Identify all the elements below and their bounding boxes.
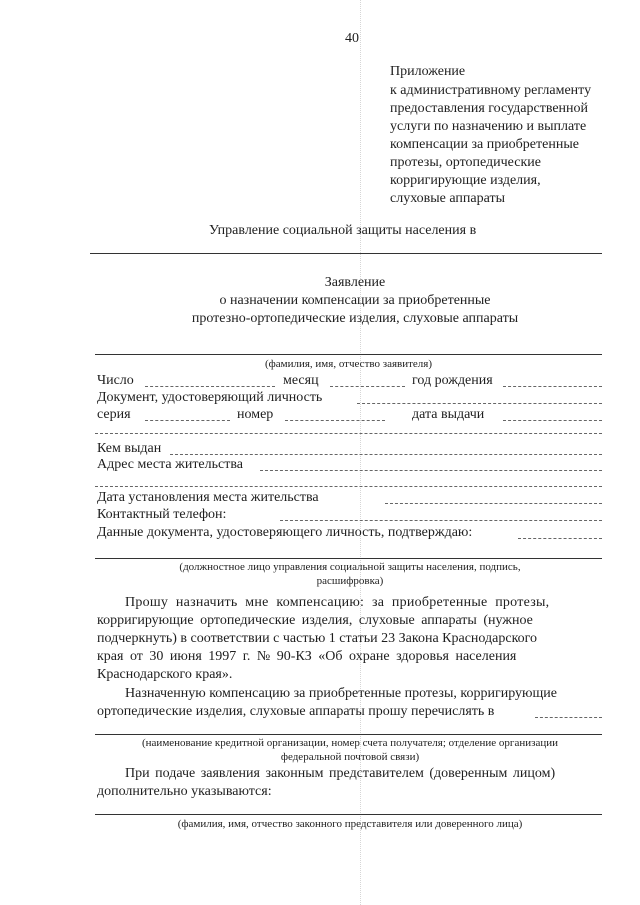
series-field[interactable] bbox=[145, 420, 230, 421]
id-doc-extra-line[interactable] bbox=[95, 433, 602, 434]
bank-field[interactable] bbox=[535, 717, 602, 718]
appendix-line: услуги по назначению и выплате bbox=[390, 119, 587, 134]
bank-details-line[interactable] bbox=[95, 734, 602, 735]
body-line: края от 30 июня 1997 г. № 90-КЗ «Об охране здоровья населения bbox=[97, 649, 517, 664]
id-doc-label: Документ, удостоверяющий личность bbox=[97, 390, 323, 405]
representative-caption: (фамилия, имя, отчество законного представителя или доверенного лица) bbox=[177, 818, 523, 830]
form-title: Заявление bbox=[324, 275, 386, 290]
residence-date-label: Дата установления места жительства bbox=[97, 490, 319, 505]
body-line: Назначенную компенсацию за приобретенные протезы, корригирующие bbox=[125, 686, 557, 701]
id-confirm-label: Данные документа, удостоверяющего личность, подтверждаю: bbox=[97, 525, 473, 540]
page-number: 40 bbox=[345, 31, 359, 46]
birth-year-label: год рождения bbox=[412, 373, 493, 388]
address-field[interactable] bbox=[260, 470, 602, 471]
body-line: При подаче заявления законным представителем (доверенным лицом) bbox=[125, 766, 556, 781]
appendix-line: Приложение bbox=[390, 64, 466, 79]
series-label: серия bbox=[97, 407, 131, 422]
id-confirm-field[interactable] bbox=[518, 538, 602, 539]
body-line: Краснодарского края». bbox=[97, 667, 233, 682]
body-line: подчеркнуть) в соответствии с частью 1 статьи 23 Закона Краснодарского bbox=[97, 631, 538, 646]
form-subtitle: протезно-ортопедические изделия, слуховые аппараты bbox=[191, 311, 519, 326]
residence-date-field[interactable] bbox=[385, 503, 602, 504]
official-signature-line[interactable] bbox=[95, 558, 602, 559]
official-caption: (должностное лицо управления социальной защиты населения, подпись, bbox=[179, 561, 521, 573]
issue-date-label: дата выдачи bbox=[412, 407, 485, 422]
issued-by-label: Кем выдан bbox=[97, 441, 162, 456]
applicant-fio-caption: (фамилия, имя, отчество заявителя) bbox=[264, 358, 433, 370]
addressee-line bbox=[90, 253, 602, 254]
body-line: ортопедические изделия, слуховые аппараты прошу перечислять в bbox=[97, 704, 495, 719]
appendix-line: к административному регламенту bbox=[390, 83, 592, 98]
day-field[interactable] bbox=[145, 386, 275, 387]
bank-caption: федеральной почтовой связи) bbox=[280, 751, 420, 763]
birth-year-field[interactable] bbox=[503, 386, 602, 387]
representative-line[interactable] bbox=[95, 814, 602, 815]
body-line: дополнительно указываются: bbox=[97, 784, 272, 799]
form-subtitle: о назначении компенсации за приобретенные bbox=[219, 293, 491, 308]
addressee-label: Управление социальной защиты населения в bbox=[209, 223, 477, 238]
official-caption: расшифровка) bbox=[316, 575, 384, 587]
body-line: корригирующие ортопедические изделия, слуховые аппараты (нужное bbox=[97, 613, 533, 628]
month-label: месяц bbox=[283, 373, 319, 388]
id-doc-field[interactable] bbox=[357, 403, 602, 404]
phone-field[interactable] bbox=[280, 520, 602, 521]
appendix-line: слуховые аппараты bbox=[390, 191, 506, 206]
appendix-line: компенсации за приобретенные bbox=[390, 137, 579, 152]
day-label: Число bbox=[97, 373, 134, 388]
month-field[interactable] bbox=[330, 386, 405, 387]
body-line: Прошу назначить мне компенсацию: за приобретенные протезы, bbox=[125, 595, 550, 610]
number-label: номер bbox=[237, 407, 274, 422]
number-field[interactable] bbox=[285, 420, 385, 421]
address-field-extra[interactable] bbox=[95, 486, 602, 487]
issued-by-field[interactable] bbox=[170, 454, 602, 455]
issue-date-field[interactable] bbox=[503, 420, 602, 421]
bank-caption: (наименование кредитной организации, номер счета получателя; отделение организации bbox=[142, 737, 558, 749]
applicant-fio-line[interactable] bbox=[95, 354, 602, 355]
appendix-line: предоставления государственной bbox=[390, 101, 589, 116]
phone-label: Контактный телефон: bbox=[97, 507, 227, 522]
appendix-line: корригирующие изделия, bbox=[390, 173, 541, 188]
appendix-line: протезы, ортопедические bbox=[390, 155, 541, 170]
address-label: Адрес места жительства bbox=[97, 457, 243, 472]
